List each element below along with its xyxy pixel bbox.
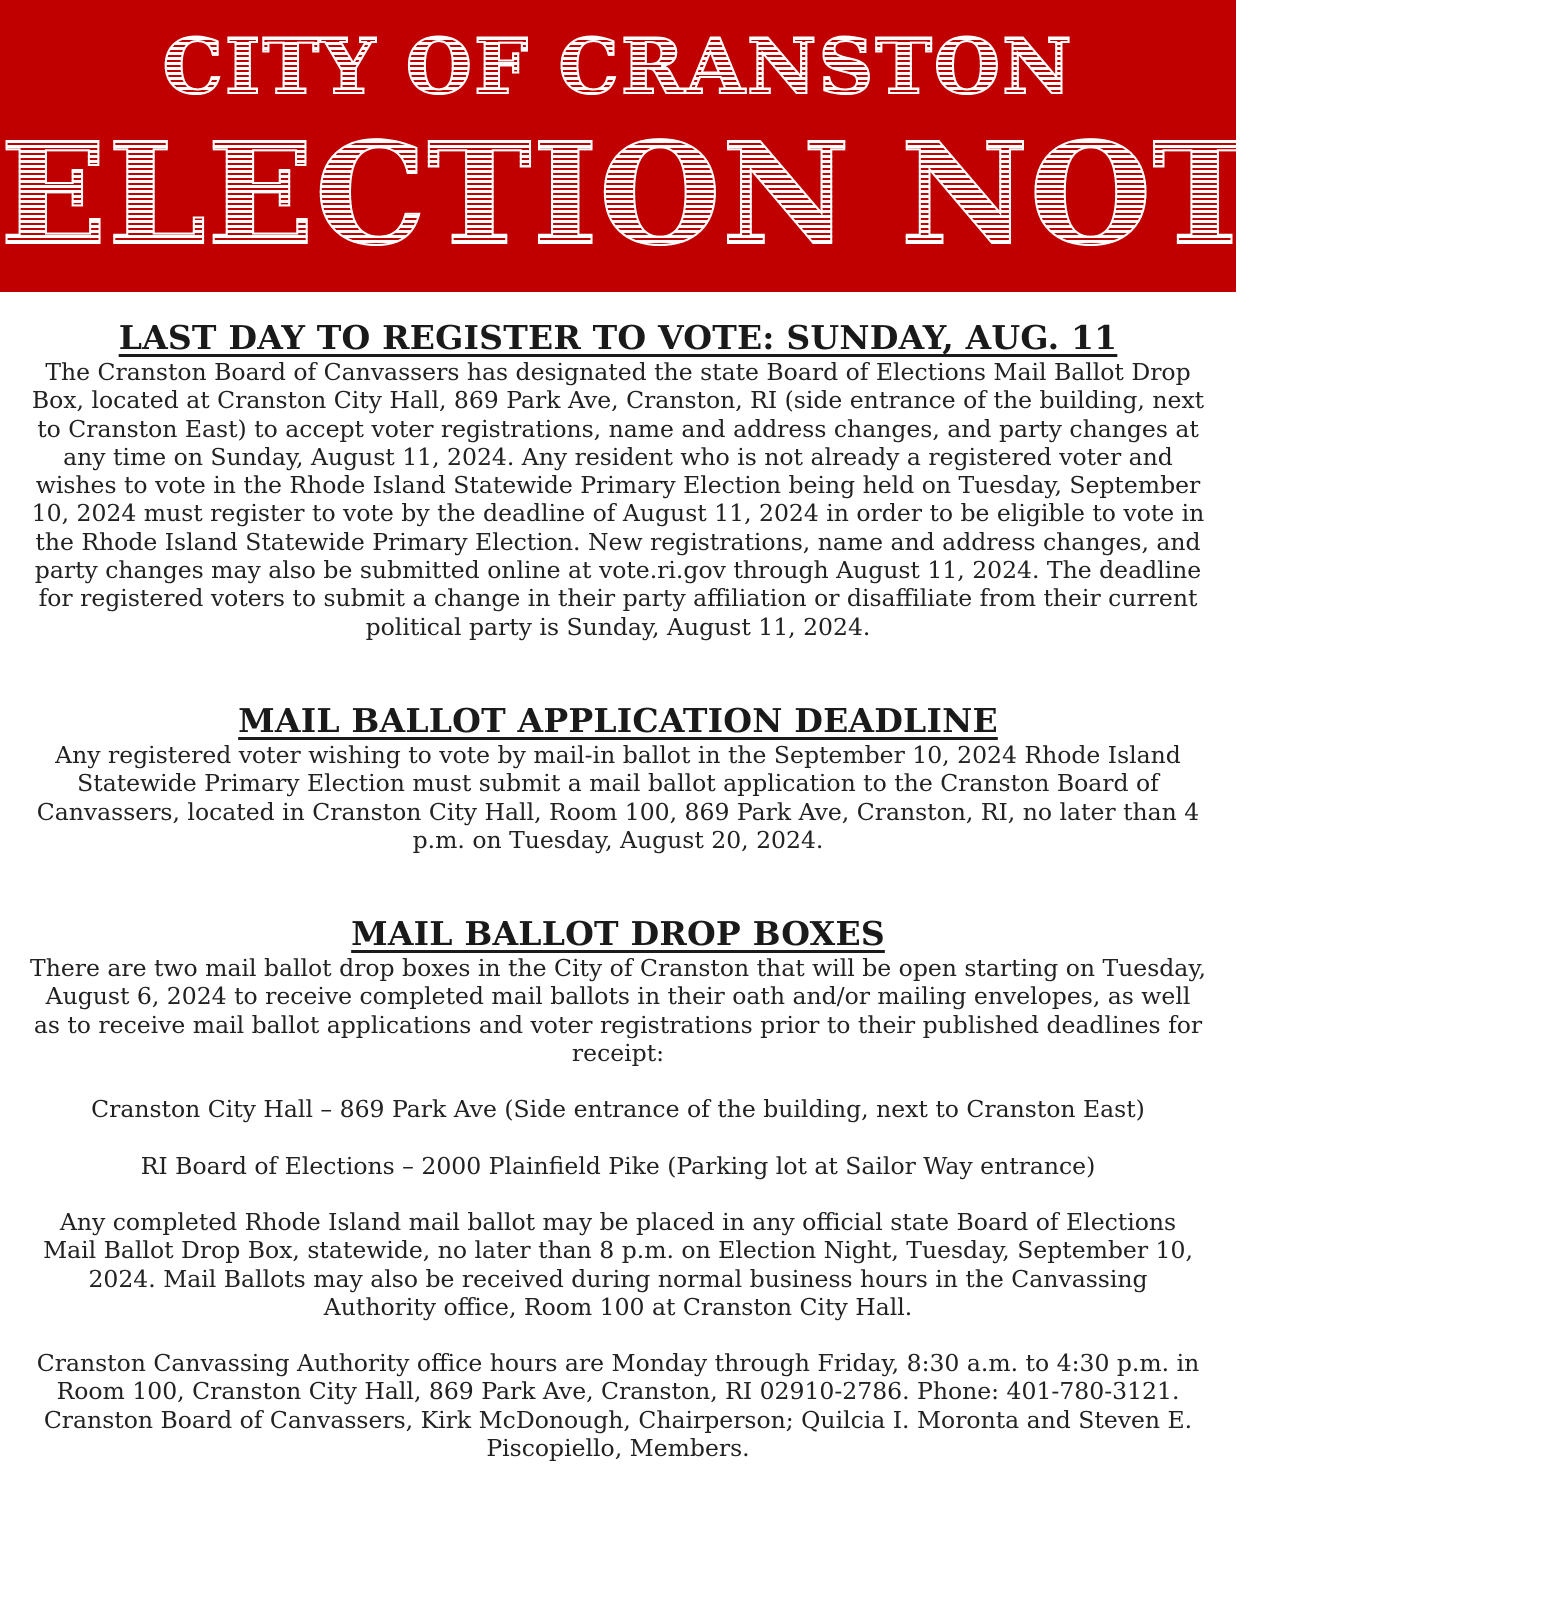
- section-paragraph: The Cranston Board of Canvassers has designated the state Board of Elections Mail Ballot Drop Box, located at Cranston City Hall, 869 Park Ave, Cranston, RI (side entrance of the building, next to Cranston East) to accept voter registrations, name and address changes, and party changes at any time on Sunday, August 11, 2024. Any resident who is not already a registered voter and wishes to vote in the Rhode Island Statewide Primary Election being held on Tuesday, September 10, 2024 must register to vote by the deadline of August 11, 2024 in order to be eligible to vote in the Rhode Island Statewide Primary Election. New registrations, name and address changes, and party changes may also be submitted online at vote.ri.gov through August 11, 2024. The deadline for registered voters to submit a change in their party affiliation or disaffiliate from their current political party is Sunday, August 11, 2024.: [31, 358, 1205, 641]
- drop-box-location: RI Board of Elections – 2000 Plainfield Pike (Parking lot at Sailor Way entrance): [140, 1151, 1096, 1180]
- drop-box-location: Cranston City Hall – 869 Park Ave (Side entrance of the building, next to Cranston East): [91, 1095, 1145, 1124]
- section-drop-boxes: [30, 914, 1206, 1462]
- section-paragraph: Any completed Rhode Island mail ballot may be placed in any official state Board of Elections Mail Ballot Drop Box, statewide, no later than 8 p.m. on Election Night, Tuesday, September 10, 2024. Mail Ballots may also be received during normal business hours in the Canvassing Authority office, Room 100 at Cranston City Hall.: [43, 1207, 1193, 1321]
- section-paragraph: There are two mail ballot drop boxes in the City of Cranston that will be open starting on Tuesday, August 6, 2024 to receive completed mail ballots in their oath and/or mailing envelopes, as well as to receive mail ballot applications and voter registrations prior to their published deadlines for receipt:: [30, 954, 1206, 1068]
- header-banner: [0, 0, 1544, 292]
- section-application-deadline: [30, 701, 1206, 854]
- notice-title: ELECTION NOTICE: [0, 113, 1544, 277]
- section-heading: MAIL BALLOT DROP BOXES: [351, 914, 885, 954]
- section-paragraph: Any registered voter wishing to vote by mail-in ballot in the September 10, 2024 Rhode Island Statewide Primary Election must submit a mail ballot application to the Cranston Board of Canvassers, located in Cranston City Hall, Room 100, 869 Park Ave, Cranston, RI, no later than 4 p.m. on Tuesday, August 20, 2024.: [36, 740, 1200, 854]
- office-hours-paragraph: Cranston Canvassing Authority office hours are Monday through Friday, 8:30 a.m. to 4:30 p.m. in Room 100, Cranston City Hall, 869 Park Ave, Cranston, RI 02910-2786. Phone: 401-780-3121. Cranston Board of Canvassers, Kirk McDonough, Chairperson; Quilcia I. Moronta and Steven E. Piscopiello, Members.: [36, 1349, 1200, 1463]
- notice-body: [30, 318, 1206, 1462]
- section-heading: LAST DAY TO REGISTER TO VOTE: SUNDAY, AUG. 11: [118, 318, 1118, 357]
- city-name: CITY OF CRANSTON: [0, 22, 1236, 112]
- section-heading: MAIL BALLOT APPLICATION DEADLINE: [238, 700, 998, 740]
- section-register-deadline: [30, 318, 1206, 641]
